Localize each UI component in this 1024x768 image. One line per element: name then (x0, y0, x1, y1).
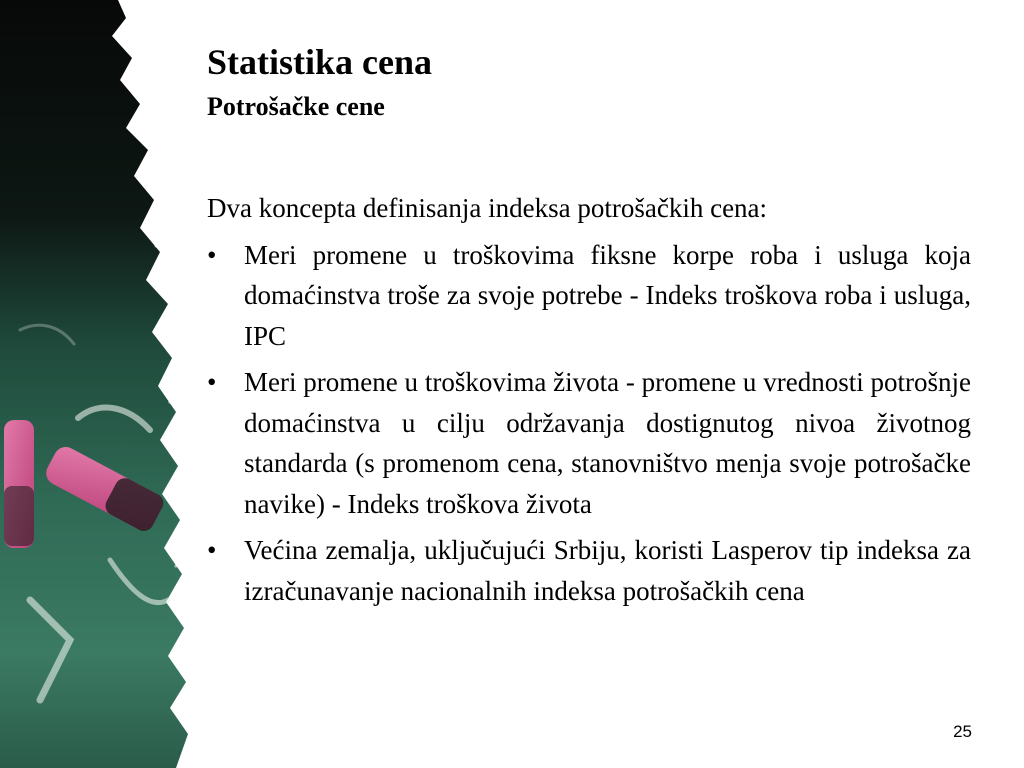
chalkboard-decoration (0, 0, 200, 768)
bullet-dot-icon: • (207, 239, 217, 270)
bullet-text: Meri promene u troškovima fiksne korpe roba i usluga koja domaćinstva troše za svoje potrebe - Indeks troškova roba i usluga, IPC (244, 239, 971, 351)
bullet-dot-icon: • (207, 367, 217, 397)
bullet-text: Meri promene u troškovima života - promene u vrednosti potrošnje domaćinstva u cilju održavanja dostignutog nivoa životnog standarda (s promenom cena, stanovništvo menja svoje potrošačke navike) - Indeks troškova života (244, 367, 971, 519)
bullet-item (207, 530, 971, 611)
intro-text: Dva koncepta definisanja indeksa potrošačkih cena: (207, 193, 768, 223)
bullet-list (207, 235, 971, 612)
bullet-dot-icon: • (207, 535, 217, 565)
slide-body (207, 188, 971, 617)
bullet-text: Većina zemalja, uključujući Srbiju, koristi Lasperov tip indeksa za izračunavanje nacionalnih indeksa potrošačkih cena (244, 535, 971, 606)
bullet-item (207, 362, 971, 524)
slide-subtitle: Potrošačke cene (207, 92, 385, 121)
slide-title: Statistika cena (207, 42, 432, 82)
bullet-item (207, 235, 971, 357)
page-number: 25 (953, 722, 972, 741)
